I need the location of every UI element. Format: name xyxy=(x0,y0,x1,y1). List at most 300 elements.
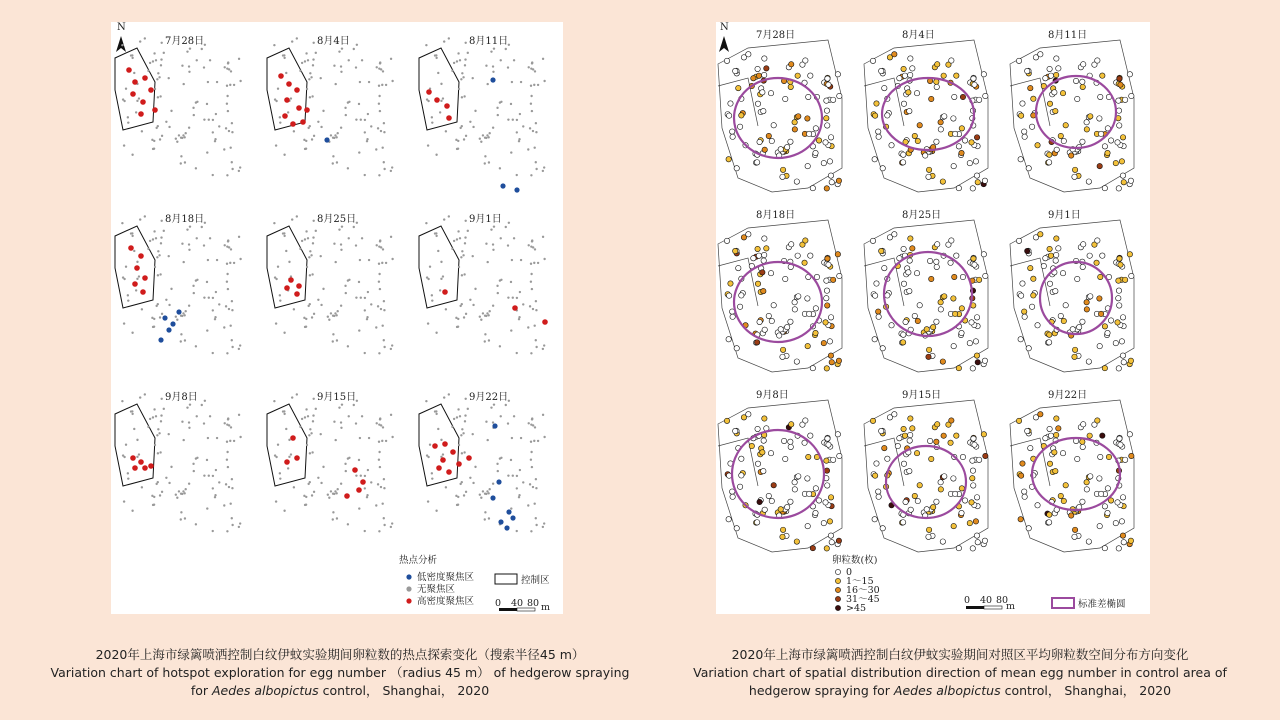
station-point xyxy=(445,486,447,488)
egg-count-point xyxy=(1018,293,1023,298)
station-point xyxy=(445,308,447,310)
station-point xyxy=(376,66,378,68)
station-point xyxy=(196,101,198,103)
station-point xyxy=(206,151,208,153)
station-point xyxy=(361,59,363,61)
station-point xyxy=(304,416,306,418)
egg-count-point xyxy=(1097,163,1102,168)
scale-bar-seg xyxy=(966,606,984,609)
high-density-point xyxy=(284,285,290,291)
station-point xyxy=(370,303,372,305)
egg-count-point xyxy=(1117,436,1122,441)
egg-count-point xyxy=(929,276,934,281)
station-point xyxy=(340,65,342,67)
station-point xyxy=(161,135,163,137)
station-point xyxy=(163,52,165,54)
station-point xyxy=(206,329,208,331)
egg-count-point xyxy=(1047,426,1052,431)
egg-count-point xyxy=(1116,366,1121,371)
legend-marker xyxy=(406,598,411,603)
station-point xyxy=(121,44,123,46)
egg-count-point xyxy=(1122,457,1127,462)
station-point xyxy=(203,66,205,68)
egg-count-point xyxy=(1069,153,1074,158)
station-point xyxy=(136,261,138,263)
station-point xyxy=(121,222,123,224)
station-point xyxy=(239,436,241,438)
station-point xyxy=(320,433,322,435)
station-point xyxy=(311,138,313,140)
station-point xyxy=(364,352,366,354)
station-point xyxy=(189,403,191,405)
station-point xyxy=(214,494,216,496)
egg-count-point xyxy=(1102,504,1107,509)
station-point xyxy=(307,59,309,61)
station-point xyxy=(507,422,509,424)
egg-count-point xyxy=(970,546,975,551)
egg-count-point xyxy=(949,418,954,423)
egg-count-point xyxy=(724,58,729,63)
egg-count-point xyxy=(872,473,877,478)
station-point xyxy=(467,52,469,54)
egg-count-point xyxy=(917,303,922,308)
station-point xyxy=(520,437,522,439)
egg-count-point xyxy=(969,500,974,505)
egg-count-point xyxy=(973,339,978,344)
station-point xyxy=(201,226,203,228)
station-point xyxy=(291,396,293,398)
station-point xyxy=(283,510,285,512)
egg-count-point xyxy=(956,365,961,370)
station-point xyxy=(542,170,544,172)
station-point xyxy=(334,312,336,314)
station-point xyxy=(153,318,155,320)
egg-count-point xyxy=(1106,454,1111,459)
station-point xyxy=(127,472,129,474)
egg-count-point xyxy=(902,73,907,78)
station-point xyxy=(437,250,439,252)
station-point xyxy=(485,243,487,245)
station-point xyxy=(358,507,360,509)
panel-date-label: 7月28日 xyxy=(756,30,796,41)
egg-count-point xyxy=(808,433,813,438)
station-point xyxy=(212,131,214,133)
egg-count-point xyxy=(1116,186,1121,191)
station-point xyxy=(463,273,465,275)
panel-date-label: 9月1日 xyxy=(469,214,502,225)
egg-count-point xyxy=(771,123,776,128)
station-point xyxy=(149,240,151,242)
station-point xyxy=(154,88,156,90)
egg-count-point xyxy=(726,337,731,342)
station-point xyxy=(201,48,203,50)
station-point xyxy=(336,310,338,312)
station-point xyxy=(364,475,366,477)
station-point xyxy=(451,248,453,250)
station-point xyxy=(385,440,387,442)
egg-count-point xyxy=(830,97,835,102)
egg-count-point xyxy=(874,281,879,286)
egg-count-point xyxy=(726,113,731,118)
station-point xyxy=(332,314,334,316)
station-point xyxy=(227,418,229,420)
egg-count-point xyxy=(1088,114,1093,119)
egg-count-point xyxy=(1029,304,1034,309)
station-point xyxy=(507,296,509,298)
station-point xyxy=(451,426,453,428)
station-point xyxy=(531,62,533,64)
station-point xyxy=(147,426,149,428)
station-point xyxy=(461,452,463,454)
egg-count-point xyxy=(1046,160,1051,165)
egg-count-point xyxy=(1035,143,1040,148)
egg-count-point xyxy=(982,358,987,363)
station-point xyxy=(161,313,163,315)
egg-count-point xyxy=(959,330,964,335)
egg-count-point xyxy=(1025,428,1030,433)
egg-count-point xyxy=(1018,473,1023,478)
egg-count-point xyxy=(796,294,801,299)
station-point xyxy=(512,297,514,299)
egg-count-point xyxy=(1016,58,1021,63)
egg-count-point xyxy=(880,346,885,351)
egg-count-point xyxy=(1047,281,1052,286)
egg-count-point xyxy=(813,486,818,491)
high-density-point xyxy=(296,105,302,111)
station-point xyxy=(340,421,342,423)
station-point xyxy=(238,236,240,238)
station-point xyxy=(279,472,281,474)
station-point xyxy=(127,116,129,118)
ellipse-map-panel xyxy=(718,389,842,552)
station-point xyxy=(192,285,194,287)
station-point xyxy=(228,424,230,426)
station-point xyxy=(238,526,240,528)
station-point xyxy=(226,459,228,461)
station-point xyxy=(527,148,529,150)
station-point xyxy=(275,456,277,458)
station-point xyxy=(484,518,486,520)
egg-count-point xyxy=(783,456,788,461)
egg-count-point xyxy=(970,468,975,473)
station-point xyxy=(390,414,392,416)
egg-count-point xyxy=(974,495,979,500)
high-density-point xyxy=(512,305,518,311)
egg-count-point xyxy=(824,366,829,371)
low-density-point xyxy=(510,515,515,520)
egg-count-point xyxy=(1054,56,1059,61)
station-point xyxy=(435,413,437,415)
station-point xyxy=(383,161,385,163)
low-density-point xyxy=(506,509,511,514)
egg-count-point xyxy=(981,252,986,257)
station-point xyxy=(537,440,539,442)
station-point xyxy=(231,487,233,489)
station-point xyxy=(275,100,277,102)
egg-count-point xyxy=(914,450,919,455)
station-point xyxy=(307,483,309,485)
station-point xyxy=(223,148,225,150)
station-point xyxy=(486,261,488,263)
station-point xyxy=(203,118,205,120)
station-point xyxy=(332,162,334,164)
control-area-outline xyxy=(419,48,459,130)
egg-count-point xyxy=(736,85,741,90)
station-point xyxy=(231,524,233,526)
station-point xyxy=(472,433,474,435)
station-point xyxy=(519,291,521,293)
station-point xyxy=(153,496,155,498)
egg-count-point xyxy=(1053,252,1058,257)
egg-count-point xyxy=(756,253,761,258)
egg-count-point xyxy=(942,474,947,479)
station-point xyxy=(522,481,524,483)
egg-count-point xyxy=(1048,433,1053,438)
egg-count-point xyxy=(761,288,766,293)
egg-count-point xyxy=(940,179,945,184)
station-point xyxy=(383,131,385,133)
station-point xyxy=(282,232,284,234)
egg-count-point xyxy=(949,58,954,63)
station-point xyxy=(543,436,545,438)
egg-count-point xyxy=(912,493,917,498)
egg-count-point xyxy=(754,340,759,345)
station-point xyxy=(196,415,198,417)
egg-count-point xyxy=(762,236,767,241)
egg-count-point xyxy=(1026,526,1031,531)
egg-count-point xyxy=(813,126,818,131)
egg-count-point xyxy=(734,526,739,531)
egg-count-point xyxy=(1095,58,1100,63)
egg-count-point xyxy=(762,416,767,421)
egg-count-point xyxy=(824,468,829,473)
egg-count-point xyxy=(805,476,810,481)
station-point xyxy=(330,134,332,136)
egg-count-point xyxy=(836,358,841,363)
panel-date-label: 8月11日 xyxy=(1048,30,1088,41)
station-point xyxy=(320,255,322,257)
std-deviation-ellipse xyxy=(884,252,972,336)
egg-count-point xyxy=(1080,139,1085,144)
station-point xyxy=(435,510,437,512)
station-point xyxy=(533,440,535,442)
station-point xyxy=(457,52,459,54)
station-point xyxy=(168,482,170,484)
station-point xyxy=(196,59,198,61)
egg-count-point xyxy=(960,94,965,99)
egg-count-point xyxy=(736,265,741,270)
egg-count-point xyxy=(728,101,733,106)
station-point xyxy=(500,457,502,459)
egg-count-point xyxy=(1117,256,1122,261)
egg-count-point xyxy=(837,453,842,458)
egg-count-point xyxy=(783,276,788,281)
station-point xyxy=(379,240,381,242)
high-density-point xyxy=(278,73,284,79)
station-point xyxy=(229,147,231,149)
egg-count-point xyxy=(1100,253,1105,258)
station-point xyxy=(511,81,513,83)
station-point xyxy=(239,344,241,346)
station-point xyxy=(312,64,314,66)
egg-count-point xyxy=(1060,90,1065,95)
station-point xyxy=(368,81,370,83)
station-point xyxy=(275,500,277,502)
station-point xyxy=(170,288,172,290)
station-point xyxy=(340,249,342,251)
egg-count-point xyxy=(1026,346,1031,351)
high-density-point xyxy=(138,459,144,465)
high-density-point xyxy=(442,289,448,295)
ellipse-map-panel xyxy=(1010,29,1134,192)
egg-count-point xyxy=(824,546,829,551)
egg-count-point xyxy=(1080,79,1085,84)
egg-count-point xyxy=(792,127,797,132)
egg-count-point xyxy=(954,433,959,438)
egg-count-point xyxy=(1102,144,1107,149)
station-point xyxy=(353,226,355,228)
low-density-point xyxy=(500,183,505,188)
station-point xyxy=(153,147,155,149)
station-point xyxy=(149,418,151,420)
egg-count-point xyxy=(821,160,826,165)
high-density-point xyxy=(432,443,438,449)
station-point xyxy=(138,275,140,277)
station-point xyxy=(443,40,445,42)
station-point xyxy=(528,244,530,246)
egg-count-point xyxy=(755,101,760,106)
egg-count-point xyxy=(885,113,890,118)
ellipse-map-panel xyxy=(1010,389,1134,552)
egg-count-point xyxy=(737,304,742,309)
station-point xyxy=(535,168,537,170)
station-point xyxy=(488,132,490,134)
low-density-point xyxy=(498,519,503,524)
high-density-point xyxy=(134,265,140,271)
egg-count-point xyxy=(906,90,911,95)
station-point xyxy=(467,230,469,232)
egg-count-point xyxy=(1020,101,1025,106)
station-point xyxy=(165,299,167,301)
egg-count-point xyxy=(969,140,974,145)
egg-count-point xyxy=(813,510,818,515)
station-point xyxy=(530,174,532,176)
station-point xyxy=(180,314,182,316)
egg-count-point xyxy=(746,412,751,417)
egg-count-point xyxy=(766,493,771,498)
station-point xyxy=(195,167,197,169)
station-point xyxy=(479,138,481,140)
right-caption-en2-post: control， Shanghai， 2020 xyxy=(1000,683,1172,698)
north-label: N xyxy=(720,22,729,33)
egg-count-point xyxy=(777,333,782,338)
station-point xyxy=(293,486,295,488)
station-point xyxy=(159,273,161,275)
egg-count-point xyxy=(1080,264,1085,269)
station-point xyxy=(231,309,233,311)
egg-count-point xyxy=(908,236,913,241)
station-point xyxy=(377,305,379,307)
station-point xyxy=(492,71,494,73)
right-caption-en2-pre: hedgerow spraying for xyxy=(748,683,894,698)
egg-count-point xyxy=(1072,347,1077,352)
ellipse-legend-box xyxy=(1052,598,1074,608)
high-density-point xyxy=(294,455,300,461)
station-point xyxy=(160,398,162,400)
hotspot-map-panel xyxy=(267,35,394,176)
station-point xyxy=(467,408,469,410)
egg-count-point xyxy=(1075,276,1080,281)
station-point xyxy=(226,441,228,443)
station-point xyxy=(153,230,155,232)
station-point xyxy=(341,47,343,49)
egg-count-point xyxy=(1022,314,1027,319)
egg-count-point xyxy=(1098,94,1103,99)
egg-count-point xyxy=(739,473,744,478)
egg-count-point xyxy=(828,135,833,140)
station-point xyxy=(308,434,310,436)
egg-count-point xyxy=(901,66,906,71)
station-point xyxy=(312,398,314,400)
egg-count-point xyxy=(1053,72,1058,77)
station-point xyxy=(231,300,233,302)
station-point xyxy=(312,236,314,238)
egg-count-point xyxy=(940,359,945,364)
station-point xyxy=(381,503,383,505)
egg-count-point xyxy=(1025,248,1030,253)
station-point xyxy=(230,248,232,250)
station-point xyxy=(431,299,433,301)
egg-count-point xyxy=(1088,474,1093,479)
station-point xyxy=(356,400,358,402)
station-point xyxy=(226,281,228,283)
station-point xyxy=(530,273,532,275)
station-point xyxy=(493,47,495,49)
station-point xyxy=(296,215,298,217)
station-point xyxy=(175,316,177,318)
station-point xyxy=(311,95,313,97)
station-point xyxy=(542,236,544,238)
station-point xyxy=(212,309,214,311)
station-point xyxy=(499,167,501,169)
egg-count-point xyxy=(824,116,829,121)
station-point xyxy=(528,422,530,424)
egg-count-point xyxy=(751,256,756,261)
ellipse-map-panel xyxy=(864,389,988,552)
station-point xyxy=(542,58,544,60)
station-point xyxy=(273,222,275,224)
egg-count-point xyxy=(1081,62,1086,67)
egg-count-point xyxy=(938,307,943,312)
egg-count-point xyxy=(917,123,922,128)
station-point xyxy=(463,138,465,140)
egg-count-point xyxy=(1120,315,1125,320)
egg-count-point xyxy=(1105,330,1110,335)
egg-count-point xyxy=(795,253,800,258)
egg-count-point xyxy=(1115,500,1120,505)
egg-count-point xyxy=(835,432,840,437)
station-point xyxy=(155,127,157,129)
station-point xyxy=(360,475,362,477)
egg-count-point xyxy=(981,432,986,437)
station-point xyxy=(486,83,488,85)
egg-count-point xyxy=(976,97,981,102)
station-point xyxy=(530,85,532,87)
egg-count-point xyxy=(806,311,811,316)
station-point xyxy=(332,333,334,335)
station-point xyxy=(330,490,332,492)
egg-count-point xyxy=(907,72,912,77)
